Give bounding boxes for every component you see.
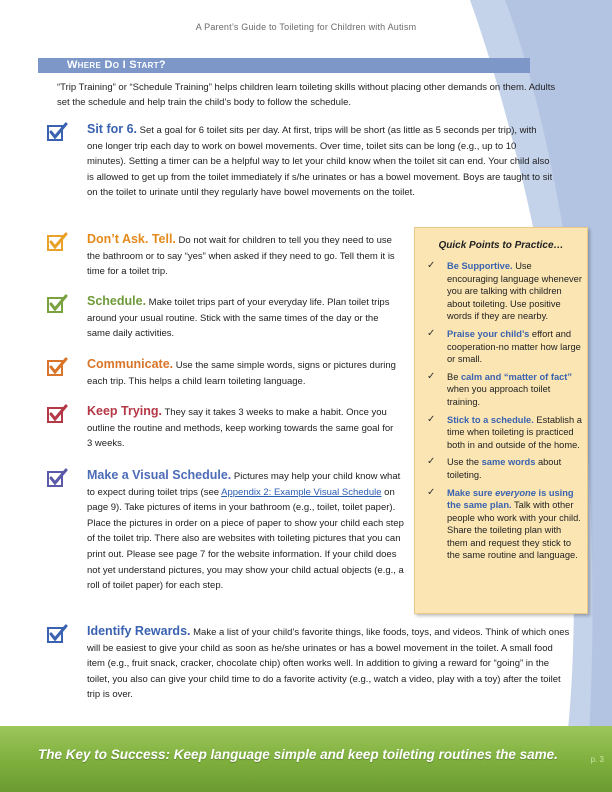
checkbox-check-icon [47, 294, 69, 314]
section-header-bar [38, 58, 530, 73]
tip-title: Schedule. [87, 294, 147, 308]
tip-body-continued: on page 9). Take pictures of items in your bathroom (e.g., toilet, toilet paper). Place the pictures in order on a piece of paper to show your child each step of the toilet trip. There also are websites with toileting pictures that you can print out. Please see page 7 for the website information. If your child does not yet understand pictures, you may show your child actual objects (e.g., a roll of toilet paper) for each step. [87, 486, 404, 592]
checkmark-icon: ✓ [427, 327, 436, 339]
checkbox-check-icon [47, 404, 69, 424]
tip-body: They say it takes 3 weeks to make a habit. Once you outline the routine and methods, keep working towards the same goal for 3 weeks. [87, 407, 394, 450]
checkmark-icon: ✓ [427, 370, 436, 382]
checkmark-icon: ✓ [427, 413, 436, 425]
tip-title: Don’t Ask. Tell. [87, 232, 176, 246]
page-number: p. 3 [590, 755, 604, 764]
tip-title: Make a Visual Schedule. [87, 468, 232, 482]
checkbox-check-icon [47, 468, 69, 488]
checkbox-check-icon [47, 122, 69, 142]
section-title: Where Do I Start? [67, 59, 166, 71]
quick-points-list [423, 260, 583, 567]
tip-body: Do not wait for children to tell you they need to use the bathroom or to say “yes” when asked if they need to go. Tell them it is time for a toilet trip. [87, 235, 395, 278]
checkbox-check-icon [47, 357, 69, 377]
checkmark-icon: ✓ [427, 456, 436, 468]
tip-body: Set a goal for 6 toilet sits per day. At first, trips will be short (as little as 5 seconds per trip), with one longer trip each day to work on bowel movements. Over time, toilet sits can be long (e.g., up to 10 minutes). Setting a timer can be a helpful way to let your child know when the toilet sit can end. Your child also is allowed to get up from the toilet immediately if s/he urinates or has a bowel movement. Boys are taught to sit on the toilet to urinate until they regularly have bowel movements on the toilet. [87, 125, 553, 199]
footer-tagline: The Key to Success: Keep language simple and keep toileting routines the same. [38, 747, 558, 762]
tip-body: Pictures may help your child know what to expect during toilet trips (see [87, 471, 401, 498]
tip-title: Sit for 6. [87, 122, 138, 136]
tip-body: Use the same simple words, signs or pictures during each trip. This helps a child learn toileting language. [87, 360, 396, 387]
running-header: A Parent’s Guide to Toileting for Children with Autism [195, 22, 417, 32]
footer-banner [0, 726, 612, 792]
quick-point-item: ✓ Use the same words about toileting. [427, 456, 562, 480]
checkbox-check-icon [47, 232, 69, 252]
quick-point-item: ✓ Stick to a schedule. Establish a time when toileting is practiced both in and outside of the home. [427, 413, 582, 450]
tip-title: Identify Rewards. [87, 624, 191, 638]
checkmark-icon: ✓ [427, 486, 436, 498]
checkbox-check-icon [47, 624, 69, 644]
intro-paragraph: “Trip Training” or “Schedule Training” helps children learn toileting skills without placing other demands on them. Adults set the schedule and help train the child’s body to follow the schedule. [57, 82, 556, 108]
quick-point-item: ✓ Praise your child’s effort and cooperation-no matter how large or small. [427, 327, 581, 365]
tip-title: Keep Trying. [87, 404, 163, 418]
tip-title: Communicate. [87, 357, 174, 371]
quick-point-item: ✓ Be Supportive. Use encouraging language whenever you are talking with children about toileting. Use positive words if they are nearby. [427, 260, 582, 322]
checkmark-icon: ✓ [427, 260, 436, 271]
tip-body: Make a list of your child’s favorite things, like foods, toys, and videos. Think of which ones will be easiest to give your child as soon as he/she urinates or has a bowel movement in the toilet. A small food item (e.g., fruit snack, cracker, chocolate chip) often works well. In addition to giving a reward for “going” in the toilet, you also can give your child time to do a favorite activity (e.g., watch a video, play with a toy) after the toilet trip is over. [87, 627, 570, 701]
quick-points-box [414, 227, 588, 614]
quick-point-item: ✓ Be calm and “matter of fact” when you approach toilet training. [427, 370, 573, 407]
quick-point-item: ✓ Make sure everyone is using the same plan. Talk with other people who work with your child. Share the toileting plan with them and request they stick to the same routine and language. [427, 486, 581, 561]
tip-body: Make toilet trips part of your everyday life. Plan toilet trips around your usual routine. Stick with the same times of the day or the same daily activities. [87, 297, 390, 340]
quick-points-title: Quick Points to Practice… [438, 240, 564, 251]
appendix-2-link[interactable]: Appendix 2: Example Visual Schedule [221, 486, 382, 498]
